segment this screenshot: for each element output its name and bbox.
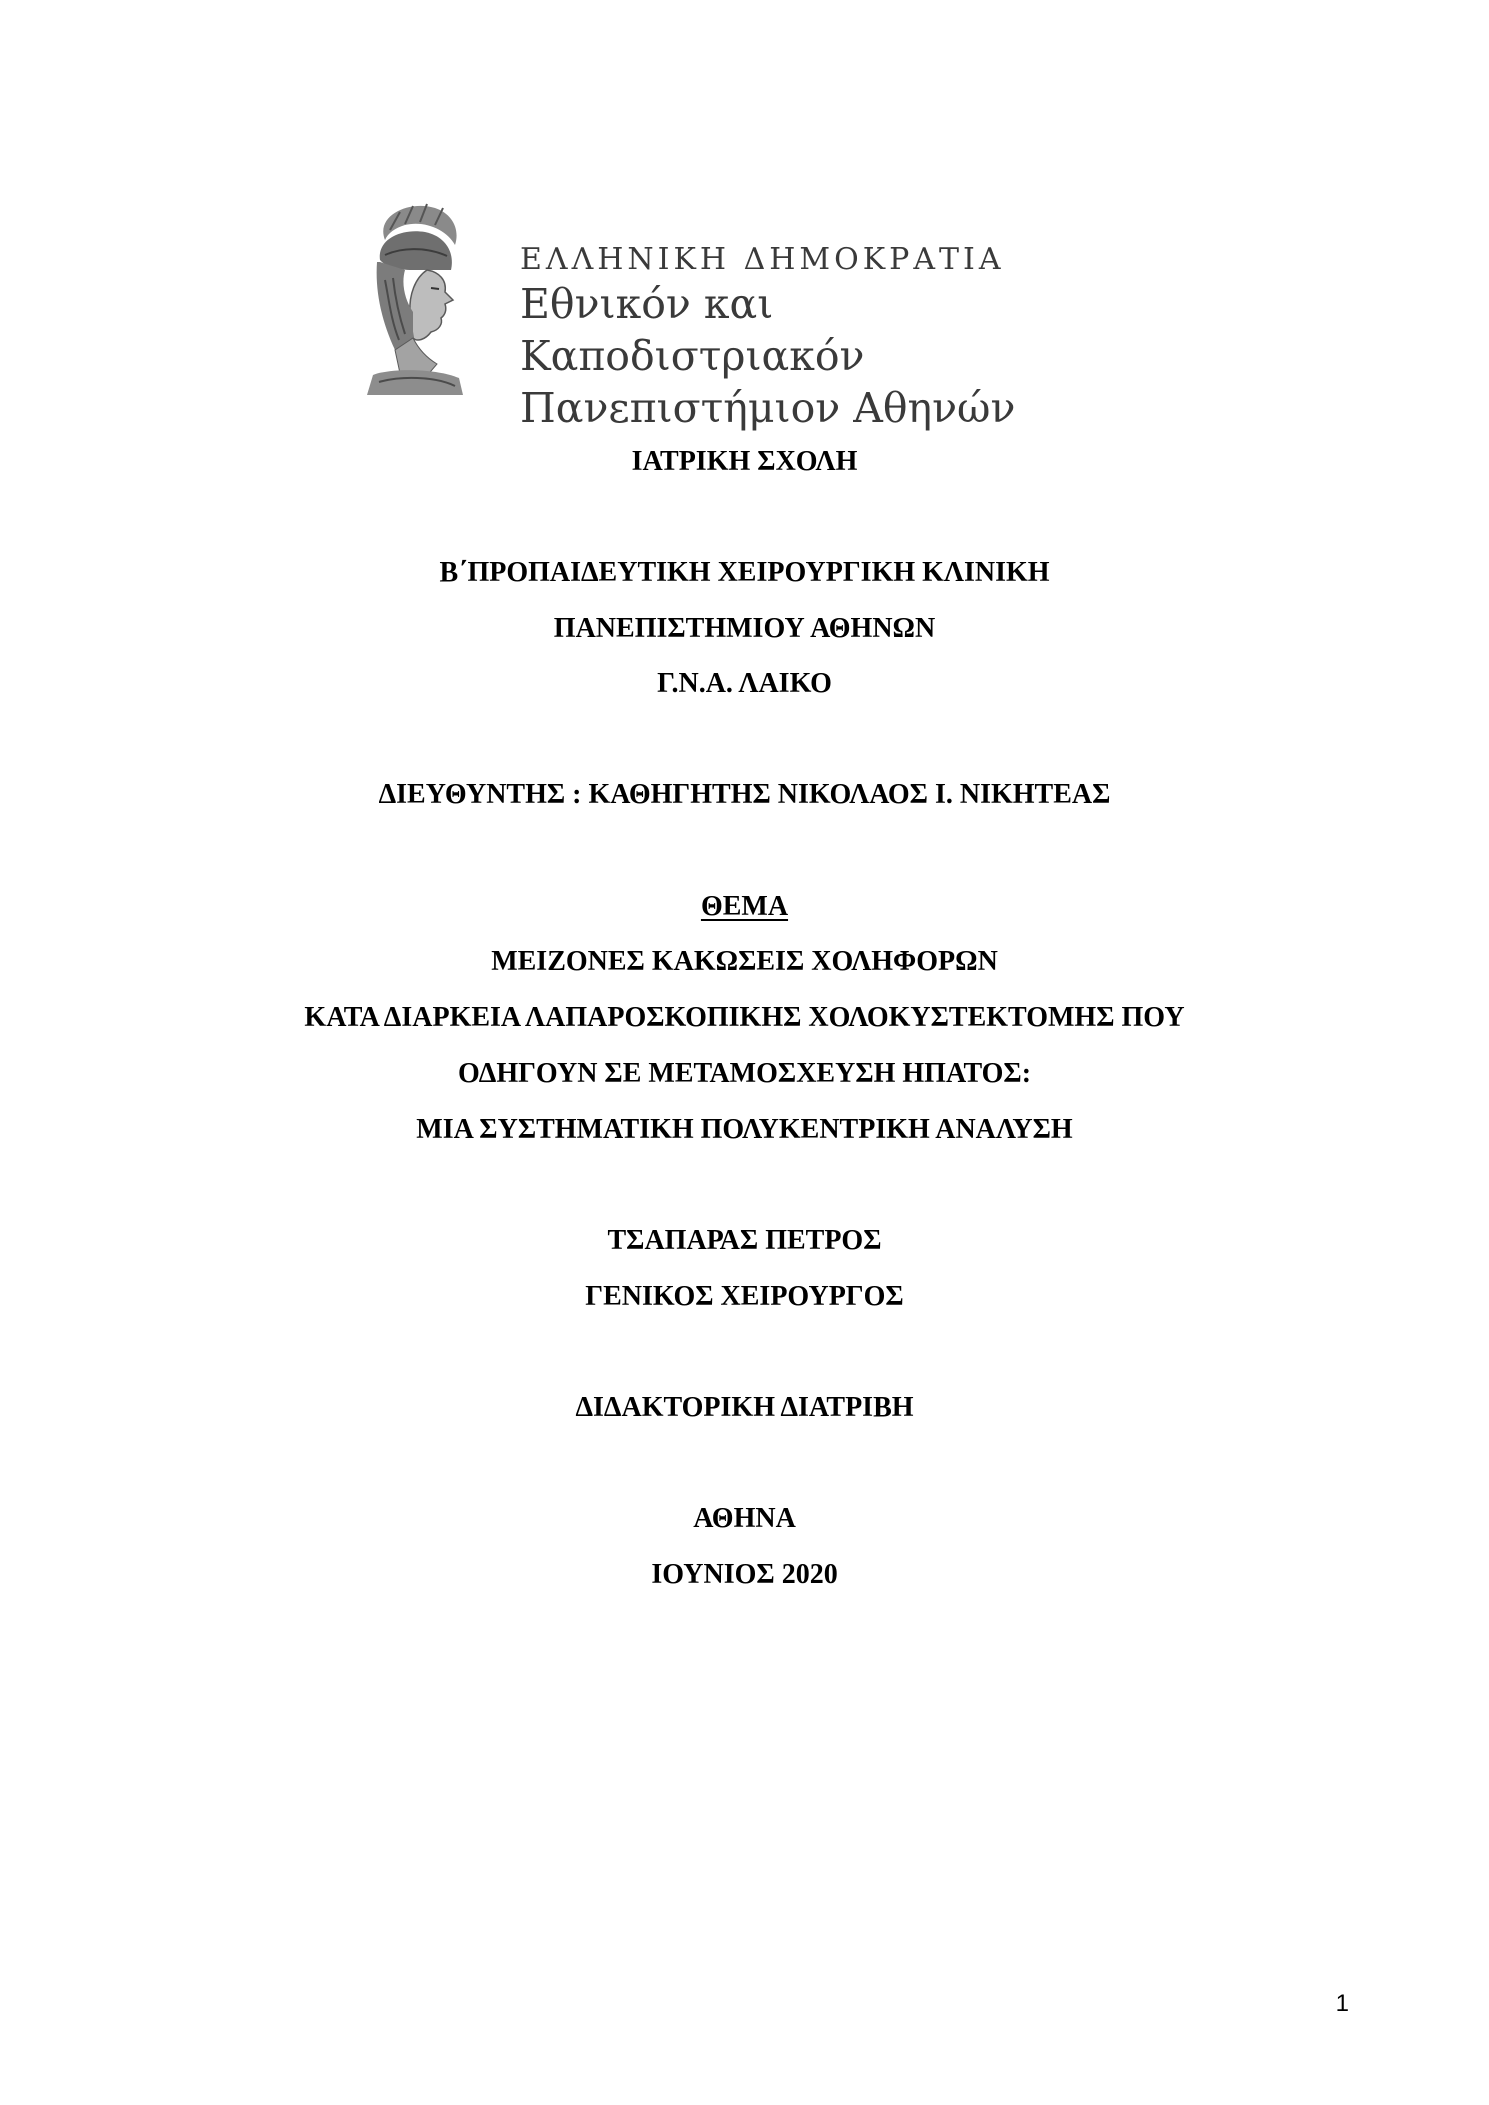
document-type: ΔΙΔΑΚΤΟΡΙΚΗ ΔΙΑΤΡΙΒΗ — [575, 1392, 914, 1423]
clinic-line-3: Γ.Ν.Α. ΛΑΙΚΟ — [657, 668, 832, 699]
topic-line-1: ΜΕΙΖΟΝΕΣ ΚΑΚΩΣΕΙΣ ΧΟΛΗΦΟΡΩΝ — [491, 946, 998, 977]
topic-heading-text: ΘΕΜΑ — [700, 891, 789, 922]
logo-line-athens: Πανεπιστήμιον Αθηνών — [520, 384, 1016, 432]
logo-line-university: Εθνικόν και Καποδιστριακόν — [520, 280, 865, 380]
page-number: 1 — [1335, 1990, 1349, 2017]
clinic-line-1: Β΄ΠΡΟΠΑΙΔΕΥΤΙΚΗ ΧΕΙΡΟΥΡΓΙΚΗ ΚΛΙΝΙΚΗ — [439, 557, 1050, 588]
author-name: ΤΣΑΠΑΡΑΣ ΠΕΤΡΟΣ — [607, 1225, 882, 1256]
place: ΑΘΗΝΑ — [693, 1503, 796, 1534]
logo-line-republic: ΕΛΛΗΝΙΚΗ ΔΗΜΟΚΡΑΤΙΑ — [520, 242, 1005, 277]
director-line: ΔΙΕΥΘΥΝΤΗΣ : ΚΑΘΗΓΗΤΗΣ ΝΙΚΟΛΑΟΣ Ι. ΝΙΚΗΤΕΑΣ — [378, 779, 1111, 810]
topic-line-3: ΟΔΗΓΟΥΝ ΣΕ ΜΕΤΑΜΟΣΧΕΥΣΗ ΗΠΑΤΟΣ: — [457, 1058, 1032, 1089]
university-name — [520, 242, 1115, 434]
topic-line-2: ΚΑΤΑ ΔΙΑΡΚΕΙΑ ΛΑΠΑΡΟΣΚΟΠΙΚΗΣ ΧΟΛΟΚΥΣΤΕΚΤΟΜΗΣ ΠΟΥ — [304, 1002, 1185, 1033]
athena-head-emblem-icon — [355, 200, 473, 395]
school-name: ΙΑΤΡΙΚΗ ΣΧΟΛΗ — [631, 446, 858, 477]
topic-heading — [0, 890, 1489, 924]
author-title: ΓΕΝΙΚΟΣ ΧΕΙΡΟΥΡΓΟΣ — [585, 1281, 904, 1312]
date: ΙΟΥΝΙΟΣ 2020 — [651, 1559, 838, 1590]
clinic-line-2: ΠΑΝΕΠΙΣΤΗΜΙΟΥ ΑΘΗΝΩΝ — [553, 613, 936, 644]
topic-line-4: ΜΙΑ ΣΥΣΤΗΜΑΤΙΚΗ ΠΟΛΥΚΕΝΤΡΙΚΗ ΑΝΑΛΥΣΗ — [416, 1114, 1073, 1145]
university-logo — [355, 200, 1115, 432]
